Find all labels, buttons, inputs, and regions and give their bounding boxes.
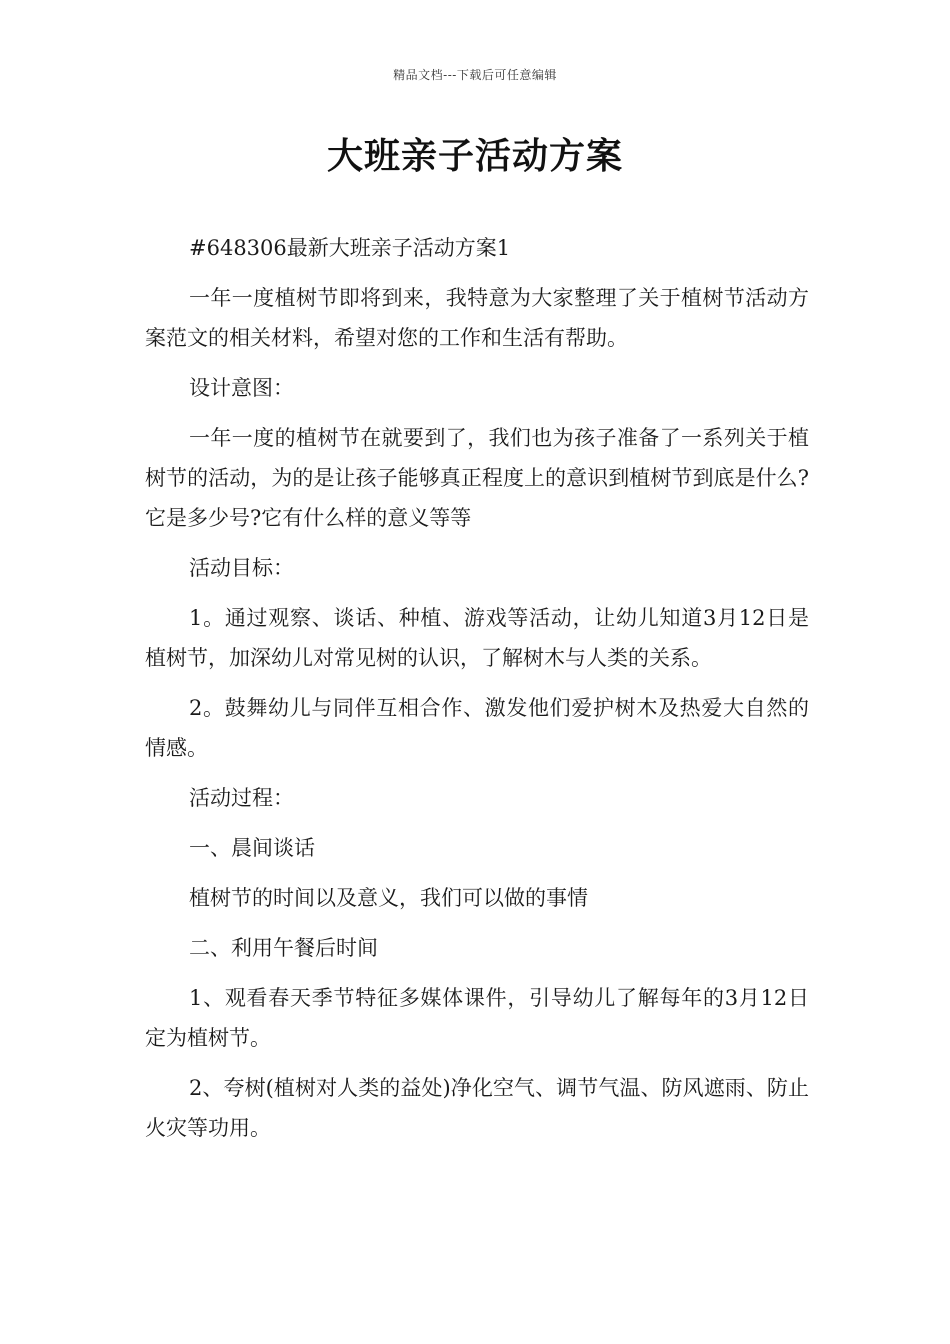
paragraph-heading-line: #648306最新大班亲子活动方案1 bbox=[189, 236, 511, 260]
document-title: 大班亲子活动方案 bbox=[326, 135, 623, 177]
paragraph-goal-2: 2。鼓舞幼儿与同伴互相合作、激发他们爱护树木及热爱大自然的情感。 bbox=[145, 696, 809, 760]
process-step-2-item-2: 2、夸树(植树对人类的益处)净化空气、调节气温、防风遮雨、防止火灾等功用。 bbox=[145, 1076, 809, 1140]
document-body bbox=[145, 228, 809, 1158]
process-step-2-item-1: 1、观看春天季节特征多媒体课件，引导幼儿了解每年的3月12日定为植树节。 bbox=[145, 986, 809, 1050]
section-label-design-intent: 设计意图： bbox=[189, 376, 294, 400]
process-step-2-title: 二、利用午餐后时间 bbox=[189, 936, 378, 960]
paragraph-goal-1: 1。通过观察、谈话、种植、游戏等活动，让幼儿知道3月12日是植树节，加深幼儿对常见树的认识，了解树木与人类的关系。 bbox=[145, 606, 809, 670]
paragraph-intro: 一年一度植树节即将到来，我特意为大家整理了关于植树节活动方案范文的相关材料，希望对您的工作和生活有帮助。 bbox=[145, 286, 809, 350]
process-step-1-text: 植树节的时间以及意义，我们可以做的事情 bbox=[189, 886, 588, 910]
process-step-1-title: 一、晨间谈话 bbox=[189, 836, 315, 860]
header-note: 精品文档---下载后可任意编辑 bbox=[393, 68, 557, 82]
paragraph-design-intent: 一年一度的植树节在就要到了，我们也为孩子准备了一系列关于植树节的活动，为的是让孩子能够真正程度上的意识到植树节到底是什么?它是多少号?它有什么样的意义等等 bbox=[145, 426, 809, 530]
section-label-process: 活动过程： bbox=[189, 786, 294, 810]
section-label-goals: 活动目标： bbox=[189, 556, 294, 580]
